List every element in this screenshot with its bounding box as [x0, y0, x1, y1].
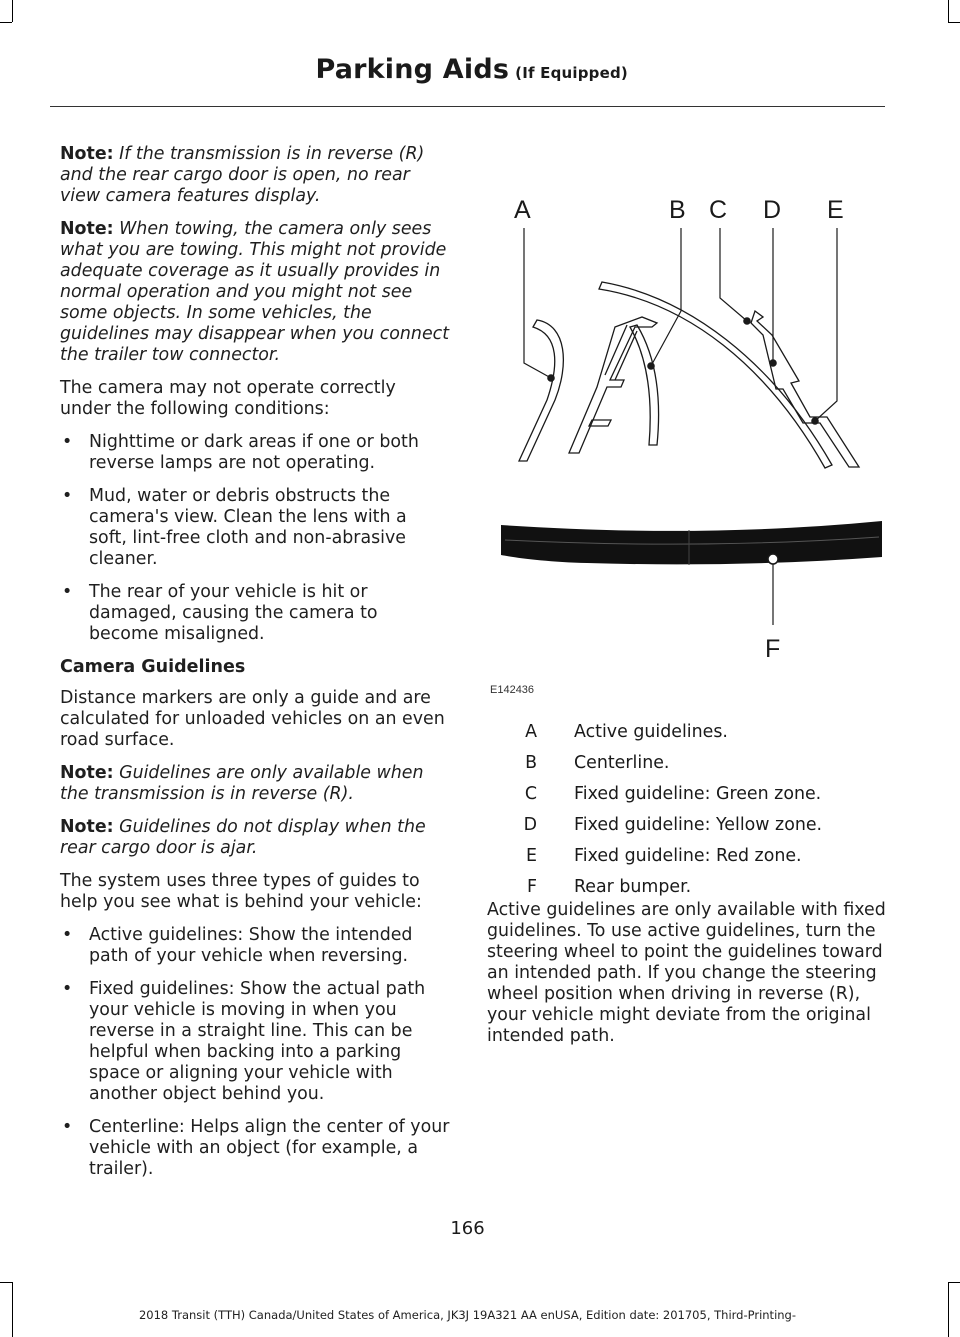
legend-row	[487, 753, 887, 784]
centerline-shape	[630, 325, 659, 445]
crop-mark	[948, 1282, 949, 1337]
note-reverse-only	[60, 763, 450, 805]
list-item: • The rear of your vehicle is hit or damaged, causing the camera to become misaligned.	[60, 582, 450, 645]
crop-mark	[948, 22, 960, 23]
note-label: Note:	[60, 219, 114, 239]
leader-c-dot	[744, 318, 750, 324]
legend-row	[487, 815, 887, 846]
legend-text: Fixed guideline: Green zone.	[574, 784, 822, 804]
legend-key: F	[526, 877, 537, 897]
list-item: • Centerline: Helps align the center of your vehicle with an object (for example, a trailer).	[60, 1117, 450, 1180]
figure-code: E142436	[490, 684, 535, 696]
leader-b	[651, 228, 681, 366]
crop-mark	[948, 0, 949, 22]
legend-row	[487, 722, 887, 753]
leader-e-dot	[812, 418, 818, 424]
callout-b: B	[669, 196, 686, 224]
conditions-list	[60, 432, 450, 645]
legend-text: Fixed guideline: Red zone.	[574, 846, 802, 866]
list-item: • Active guidelines: Show the intended path of your vehicle when reversing.	[60, 925, 450, 967]
legend-row	[487, 846, 887, 877]
leader-d-dot	[770, 360, 776, 366]
callout-a: A	[514, 196, 531, 224]
legend-key: B	[525, 753, 537, 773]
active-guideline-shape	[519, 320, 563, 461]
note-label: Note:	[60, 763, 114, 783]
callout-c: C	[709, 196, 728, 224]
page-footer: 2018 Transit (TTH) Canada/United States of America, JK3J 19A321 AA enUSA, Edition date: 201705, Third-Printing-	[138, 1308, 797, 1322]
legend-text: Centerline.	[574, 753, 670, 773]
crop-mark	[0, 22, 12, 23]
guides-intro: The system uses three types of guides to help you see what is behind your vehicle:	[60, 871, 422, 912]
note-text: Guidelines do not display when the rear cargo door is ajar.	[60, 817, 426, 858]
fixed-guideline-arc	[599, 282, 832, 468]
legend-text: Active guidelines.	[574, 722, 728, 742]
fixed-guideline-right	[751, 311, 859, 467]
leader-e	[815, 228, 837, 421]
leader-a	[524, 228, 551, 378]
note-door-ajar	[60, 817, 450, 859]
legend-text: Fixed guideline: Yellow zone.	[574, 815, 823, 835]
note-transmission-cargo	[60, 144, 450, 207]
legend-key: E	[526, 846, 537, 866]
list-item: • Fixed guidelines: Show the actual path your vehicle is moving in when you reverse in a straight line. This can be helpful when backing into a parking space or aligning your vehicle with another object behind you.	[60, 979, 450, 1105]
legend-key: A	[525, 722, 537, 742]
left-column	[60, 144, 450, 1192]
callout-d: D	[763, 196, 782, 224]
page-title	[315, 54, 628, 85]
note-text: When towing, the camera only sees what you are towing. This might not provide adequate coverage as it usually provides in normal operation and you might not see some objects. In some vehicles, the guidelines may disappear when you connect the trailer tow connector.	[60, 219, 450, 365]
section-heading: Camera Guidelines	[60, 657, 246, 677]
legend-key: D	[523, 815, 537, 835]
crop-mark	[948, 1282, 960, 1283]
figure-legend	[487, 722, 887, 908]
conditions-intro: The camera may not operate correctly under the following conditions:	[60, 378, 396, 419]
distance-paragraph: Distance markers are only a guide and are calculated for unloaded vehicles on an even road surface.	[60, 688, 445, 750]
callout-e: E	[827, 196, 844, 224]
guides-list	[60, 925, 450, 1180]
leader-c	[720, 228, 747, 321]
page-title-main: Parking Aids	[315, 54, 510, 85]
active-guidelines-paragraph: Active guidelines are only available with fixed guidelines. To use active guidelines, turn the steering wheel to point the guidelines toward an intended path. If you change the steering wheel position when driving in reverse (R), your vehicle might deviate from the original intended path.	[487, 900, 886, 1046]
page-title-subtitle: (If Equipped)	[515, 64, 628, 82]
header-rule	[50, 106, 885, 107]
page-number: 166	[450, 1218, 485, 1239]
crop-mark	[12, 0, 13, 22]
note-text: Guidelines are only available when the transmission is in reverse (R).	[60, 763, 424, 804]
legend-text: Rear bumper.	[574, 877, 692, 897]
leader-b-dot	[648, 363, 654, 369]
legend-row	[487, 784, 887, 815]
list-item: • Mud, water or debris obstructs the camera's view. Clean the lens with a soft, lint-free cloth and non-abrasive cleaner.	[60, 486, 450, 570]
leader-a-dot	[548, 375, 554, 381]
legend-key: C	[524, 784, 537, 804]
note-label: Note:	[60, 817, 114, 837]
note-text: If the transmission is in reverse (R) and the rear cargo door is open, no rear view camera features display.	[60, 144, 425, 206]
callout-f: F	[765, 635, 781, 663]
list-item: • Nighttime or dark areas if one or both reverse lamps are not operating.	[60, 432, 450, 474]
crop-mark	[0, 1282, 12, 1283]
note-towing	[60, 219, 450, 366]
right-column	[487, 900, 887, 1047]
guidelines-diagram	[487, 185, 897, 705]
note-label: Note:	[60, 144, 114, 164]
leader-f-ring	[768, 554, 778, 564]
